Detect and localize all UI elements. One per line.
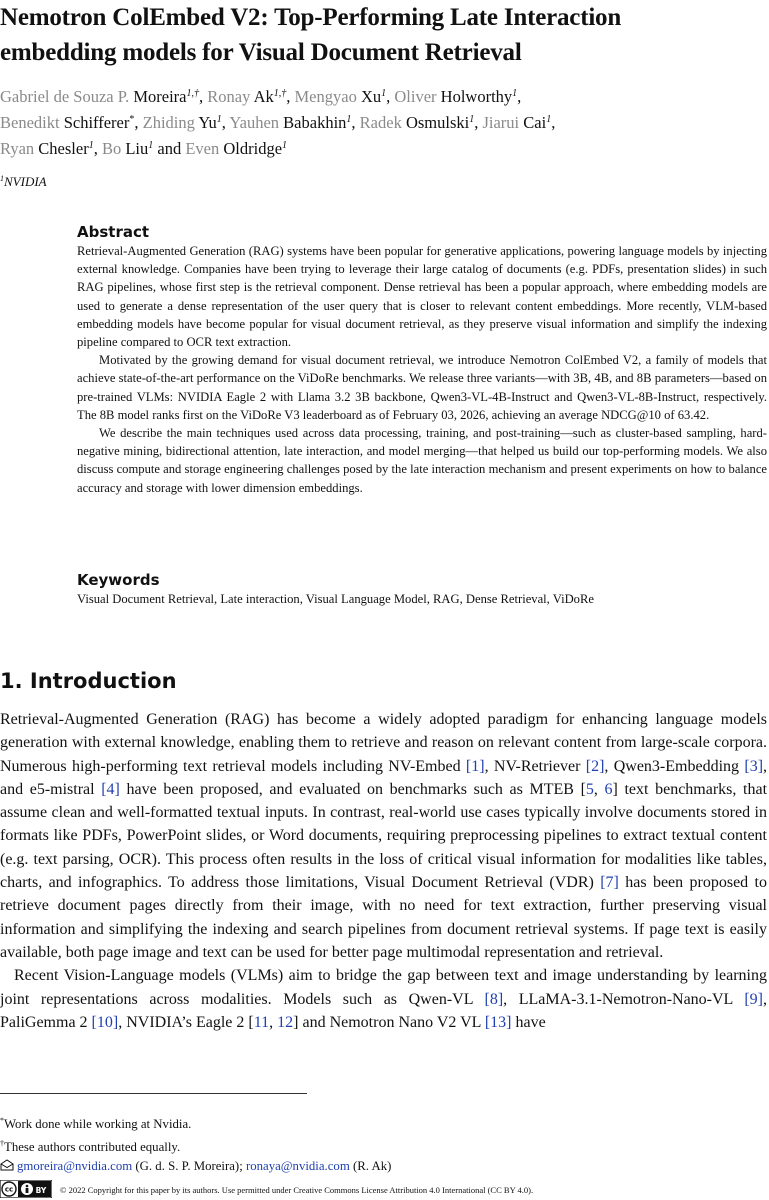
author-line-2: Benedikt Schifferer*, Zhiding Yu$^1$, Yauhen Babakhin$^1$, Radek Osmulski$^1$, Jiarui Cai$^1$, xyxy=(0,113,556,132)
author-family-name: Yu xyxy=(198,113,217,132)
keywords-section xyxy=(77,570,767,608)
citation-link[interactable]: 11 xyxy=(253,1013,270,1031)
abstract-paragraph-2: Motivated by the growing demand for visual document retrieval, we introduce Nemotron ColEmbed V2, a family of models that achieve state-of-the-art performance on the ViDoRe benchmarks. We release three variants—with 3B, 4B, and 8B parameters—based on pre-trained VLMs: NVIDIA Eagle 2 with Llama 3.2 3B backbone, Qwen3-VL-4B-Instruct and Qwen3-VL-8B-Instruct, respectively. The 8B model ranks first on the ViDoRe V3 leaderboard as of February 03, 2026, achieving an average NDCG@10 of 63.42. xyxy=(77,353,767,422)
author-given-name: Yauhen xyxy=(229,113,280,132)
citation-link[interactable]: [7] xyxy=(600,874,619,892)
author-family-name: Ak xyxy=(253,87,274,106)
author-mark: 1 xyxy=(88,140,94,151)
author-mark: 1 xyxy=(546,114,552,125)
author-given-name: Zhiding xyxy=(142,113,195,132)
envelope-icon xyxy=(0,1159,14,1175)
author-mark: 1 xyxy=(346,114,352,125)
citation-link[interactable]: [13] xyxy=(484,1013,512,1031)
citation-link[interactable]: [10] xyxy=(91,1013,119,1031)
author-given-name: Even xyxy=(185,139,220,158)
author-given-name: Bo xyxy=(101,139,122,158)
email-link-moreira[interactable]: gmoreira@nvidia.com xyxy=(17,1159,133,1173)
email-link-ak[interactable]: ronaya@nvidia.com xyxy=(245,1159,350,1173)
introduction-body xyxy=(0,708,767,1034)
abstract-paragraph-1: Retrieval-Augmented Generation (RAG) systems have been popular for generative applications, powering language models by injecting external knowledge. Companies have been trying to leverage their large catalog of documents (e.g. PDFs, presentation slides) in such RAG pipelines, whose first step is the retrieval component. Dense retrieval has been a popular approach, where embedding models are used to generate a dense representation of the user query that is closer to relevant content embeddings. More recently, VLM-based embedding models have become popular for visual document retrieval, as they preserve visual information and simplify the indexing pipeline compared to OCR text extraction. xyxy=(77,244,767,350)
cc-badge-text: cc xyxy=(4,1185,14,1194)
author-mark: 1 xyxy=(381,88,387,99)
citation-link[interactable]: [2] xyxy=(585,757,605,775)
author-given-name: Radek xyxy=(359,113,402,132)
keywords-list: Visual Document Retrieval, Late interaction, Visual Language Model, RAG, Dense Retrieval, ViDoRe xyxy=(77,592,594,606)
author-family-name: Moreira xyxy=(133,87,187,106)
cc-by-license-icon xyxy=(0,1180,52,1200)
section-heading-introduction: 1. Introduction xyxy=(0,669,177,693)
author-given-name: Ryan xyxy=(0,139,35,158)
author-line-1: Gabriel de Souza P. Moreira$^{1,\dagger}$, Ronay $Ak^{1,\dagger}$, Mengyao Xu$^1$, Oliver Holworthy$^1$, xyxy=(0,87,522,106)
footnote-emails: gmoreira@nvidia.com (G. d. S. P. Moreira); ronaya@nvidia.com (R. Ak) xyxy=(0,1158,391,1175)
author-given-name: Jiarui xyxy=(482,113,520,132)
author-given-name: Ronay xyxy=(207,87,251,106)
title-line-1: Nemotron ColEmbed V2: Top-Performing Late Interaction xyxy=(0,4,622,31)
footnote-mark: * xyxy=(0,1116,4,1125)
footnote-mark: † xyxy=(0,1139,4,1148)
keywords-heading: Keywords xyxy=(77,571,160,589)
author-list xyxy=(0,84,769,162)
intro-paragraph-2: Recent Vision-Language models (VLMs) aim to bridge the gap between text and image understanding by learning joint representations across modalities. Models such as Qwen-VL [8], LLaMA-3.1-Nemotron-Nano-VL [9], PaliGemma 2 [10], NVIDIA’s Eagle 2 [11, 12] and Nemotron Nano V2 VL [13] have xyxy=(0,967,767,1031)
author-given-name: Benedikt xyxy=(0,113,60,132)
author-conjunction: and xyxy=(157,139,182,158)
author-mark: 1 xyxy=(512,88,518,99)
affiliation-name: NVIDIA xyxy=(4,174,47,189)
author-family-name: Oldridge xyxy=(223,139,283,158)
author-given-name: Mengyao xyxy=(294,87,357,106)
author-family-name: Cai xyxy=(523,113,547,132)
intro-paragraph-1: Retrieval-Augmented Generation (RAG) has become a widely adopted paradigm for enhancing language models generation with external knowledge, enabling them to retrieve and reason on relevant content from large-scale corpora. Numerous high-performing text retrieval models including NV-Embed [1], NV-Retriever [2], Qwen3-Embedding [3], and e5-mistral [4] have been proposed, and evaluated on benchmarks such as MTEB [5, 6] text benchmarks, that assume clean and well-formatted textual inputs. In contrast, real-world use cases typically involve documents stored in formats like PDFs, PowerPoint slides, or Word documents, requiring preprocessing pipelines to extract textual content (e.g. text parsing, OCR). This process often results in the loss of critical visual information for modalities like tables, charts, and infographics. To address those limitations, Visual Document Retrieval (VDR) [7] has been proposed to retrieve document pages directly from their image, with no need for text extraction, further preserving visual information and simplifying the indexing and search pipelines from document retrieval systems. If page text is easily available, both page image and text can be used for better page multimodal representation and retrieval. xyxy=(0,711,768,961)
affiliation xyxy=(0,174,47,190)
citation-link[interactable]: 5 xyxy=(585,780,594,798)
abstract-paragraph-3: We describe the main techniques used across data processing, training, and post-training—such as cluster-based sampling, hard-negative mining, bidirectional attention, late interaction, and model merging—that helped us build our top-performing models. We also discuss compute and storage engineering challenges posed by the late interaction mechanism and present experiments on how to balance accuracy and storage with lower dimension embeddings. xyxy=(77,426,767,495)
author-mark: 1 xyxy=(216,114,222,125)
author-family-name: Liu xyxy=(125,139,149,158)
author-family-name: Chesler xyxy=(38,139,89,158)
license-text: © 2022 Copyright for this paper by its authors. Use permitted under Creative Commons License Attribution 4.0 International (CC BY 4.0). xyxy=(60,1185,534,1195)
citation-link[interactable]: [9] xyxy=(744,990,763,1008)
citation-link[interactable]: [3] xyxy=(744,757,764,775)
footnote-1: *Work done while working at Nvidia. xyxy=(0,1116,192,1131)
by-badge-text: BY xyxy=(35,1186,47,1195)
author-mark: 1,† xyxy=(186,88,200,99)
footnote-2: †These authors contributed equally. xyxy=(0,1139,181,1154)
author-mark: 1,† xyxy=(273,88,287,99)
author-family-name: Schifferer xyxy=(63,113,130,132)
license-line xyxy=(0,1180,533,1200)
author-mark: 1 xyxy=(282,140,288,151)
citation-link[interactable]: 6 xyxy=(604,780,613,798)
author-family-name: Holworthy xyxy=(440,87,513,106)
affiliation-mark: 1 xyxy=(0,174,4,183)
citation-link[interactable]: [4] xyxy=(101,780,120,798)
citation-link[interactable]: [8] xyxy=(484,990,504,1008)
author-family-name: Osmulski xyxy=(405,113,470,132)
footnote-divider xyxy=(0,1093,307,1094)
author-given-name: Oliver xyxy=(394,87,437,106)
title-line-2: embedding models for Visual Document Retrieval xyxy=(0,39,522,66)
citation-link[interactable]: 12 xyxy=(277,1013,294,1031)
author-mark: 1 xyxy=(469,114,475,125)
author-mark: 1 xyxy=(148,140,154,151)
paper-title xyxy=(0,0,769,70)
author-family-name: Xu xyxy=(360,87,382,106)
author-mark: * xyxy=(129,114,135,125)
abstract-heading: Abstract xyxy=(77,223,150,241)
abstract-section xyxy=(77,222,767,497)
author-line-3: Ryan Chesler$^1$, Bo Liu$^1$ and Even Oldridge$^1$ xyxy=(0,139,288,158)
author-family-name: Babakhin xyxy=(283,113,347,132)
author-given-name: Gabriel de Souza P. xyxy=(0,87,130,106)
citation-link[interactable]: [1] xyxy=(465,757,485,775)
